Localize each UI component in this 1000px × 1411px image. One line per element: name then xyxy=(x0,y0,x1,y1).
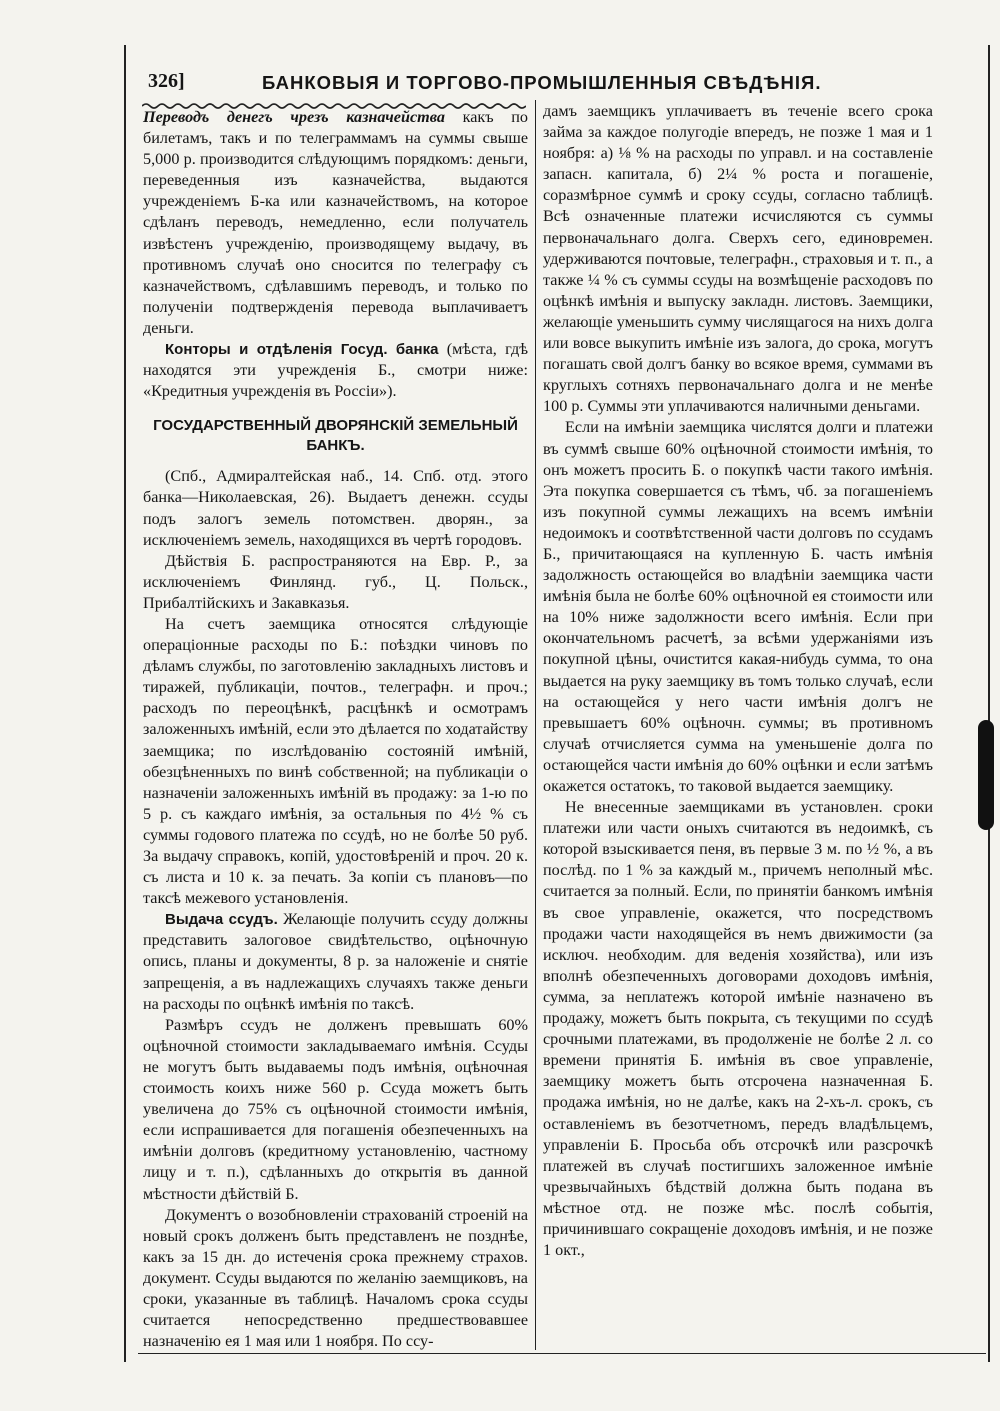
paragraph-treasury-transfer xyxy=(143,107,528,339)
paragraph-expenses: На счетъ заемщика относятся слѣдующіе операціонные расходы по Б.: поѣздки чиновъ по дѣламъ службы, по заготовленію закладныхъ листовъ и тиражей, публикаціи, почтов., телеграфн. и проч.; расходъ по переоцѣнкѣ, расцѣнкѣ и осмотрамъ заложенныхъ имѣній, если это дѣлается по ходатайству заемщика; по изслѣдованію состояній имѣній, обезцѣненныхъ по винѣ собственной; на публикаціи о назначеніи заложенныхъ имѣній въ продажу: за 1-ю по 5 р. съ каждаго имѣнія, за остальныя по 4½ % съ суммы годового платежа по ссудѣ, но не болѣе 50 руб. За выдачу справокъ, копій, удостовѣреній и проч. 20 к. съ листа и 10 к. за печать. За копіи съ плановъ—по таксѣ межевого установленія. xyxy=(143,614,528,908)
section-heading: ГОСУДАРСТВЕННЫЙ ДВОРЯНСКІЙ ЗЕМЕЛЬНЫЙ БАНКЪ. xyxy=(153,417,518,455)
paragraph-payments: дамъ заемщикъ уплачиваетъ въ теченіе всего срока займа за каждое полугодіе впередъ, не позже 1 мая и 1 ноября: а) ⅛ % на расходы по управл. и на составленіе запасн. капитала, б) 2¼ % роста и погашеніе, соразмѣрное суммѣ и сроку ссуды, согласно таблицѣ. Всѣ означенные платежи исчисляются съ суммы первоначальнаго долга. Сверхъ сего, единовремен. удерживаются почтовые, телеграфн., страховыя и т. п., а также ¼ % съ суммы ссуды на возмѣщеніе расходовъ по оцѣнкѣ имѣнія и выпуску закладн. листовъ. Заемщики, желающіе уменьшить сумму числящагося на нихъ долга или вовсе выкупить имѣніе изъ залога, до срока, могутъ погашать свой долгъ банку во всякое время, суммами въ круглыхъ сотняхъ первоначальнаго долга и не менѣе 100 р. Суммы эти уплачиваются наличными деньгами. xyxy=(543,102,933,416)
column-divider xyxy=(535,100,536,1350)
paragraph-text: какъ по билетамъ, такъ и по телеграммамъ на суммы свыше 5,000 р. производится слѣдующимъ порядкомъ: деньги, переведенныя изъ казначейства, выдаются учрежденіемъ Б-ка или казначействомъ, на которое сдѣланъ переводъ, немедленно, если получатель извѣстенъ учрежденію, производящему выдачу, въ противномъ случаѣ оно сносится по телеграфу съ казначействомъ, сдѣлавшимъ переводъ, и только по полученіи подтвержденія перевода выплачиваетъ деньги. xyxy=(143,108,529,337)
paragraph-arrears: Не внесенные заемщиками въ установлен. сроки платежи или части оныхъ считаются въ недоимкѣ, съ которой взыскивается пеня, въ первые 3 м. по ½ %, а въ послѣд. по 1 % за каждый м., причемъ неполный мѣс. считается за полный. Если, по принятіи банкомъ имѣнія въ свое управленіе, окажется, что посредствомъ продажи части находящейся въ немъ движимости (за исключ. необходим. для веденія хозяйства), или изъ вполнѣ обезпеченныхъ договорами доходовъ имѣнія, сумма, за неплатежъ которой имѣніе назначено въ продажу, можетъ быть покрыта, съ текущими по ссудѣ срочными платежами, въ продолженіе не болѣе 2 л. со времени принятія Б. имѣнія въ свое управленіе, заемщику можетъ быть отсрочена назначенная Б. продажа имѣнія, но не далѣе, какъ на 2-хъ-л. срокъ, съ оставленіемъ въ безотчетномъ, передъ владѣльцемъ, управленіи Б. Просьба объ отсрочкѣ или разсрочкѣ платежей въ случаѣ постигшихъ заложенное имѣніе чрезвычайныхъ бѣдствій должна быть подана въ мѣстное отд. не позже мѣс. послѣ событія, причинившаго сокращеніе доходовъ имѣнія, и не позже 1 окт., xyxy=(543,798,933,1260)
paragraph-scope: Дѣйствія Б. распространяются на Евр. Р., за исключеніемъ Финлянд. губ., Ц. Польск., Прибалтійскихъ и Закавказья. xyxy=(143,551,528,612)
scan-edge-mark xyxy=(978,720,994,830)
page-header xyxy=(138,64,978,100)
paragraph-purchase: Если на имѣніи заемщика числятся долги и платежи въ суммѣ свыше 60% оцѣночной стоимости имѣнія, то онъ можетъ просить Б. о покупкѣ части такого имѣнія. Эта покупка совершается съ тѣмъ, чб. за погашеніемъ изъ покупной суммы лежащихъ на всемъ имѣніи недоимокъ и соотвѣтственной части долговъ по ссудамъ Б., причитающаяся на купленную Б. часть имѣнія задолжность остающейся во владѣніи заемщика части имѣнія была не болѣе 60% оцѣночной ея стоимости или на 10% ниже задолжности всего имѣнія. Если при окончательномъ расчетѣ, за всѣми удержаніями изъ покупной цѣны, очистится какая-нибудь сумма, то она выдается на руку заемщику въ томъ только случаѣ, если на остающейся у него части имѣнія долгъ не превышаетъ 60% оцѣночн. суммы; въ противномъ случаѣ отчисляется сумма на уменьшеніе долга по остающейся части имѣнія до 60% оцѣнки и если затѣмъ окажется остатокъ, то таковой выдается заемщику. xyxy=(543,418,933,795)
running-title: БАНКОВЫЯ И ТОРГОВО-ПРОМЫШЛЕННЫЯ СВѢДѢНІЯ. xyxy=(262,72,822,93)
paragraph-address: (Спб., Адмиралтейская наб., 14. Спб. отд. этого банка—Николаевская, 26). Выдаетъ денежн. ссуды подъ залогъ земель потомствен. дворян., за исключеніемъ земель, находящихся въ чертѣ городовъ. xyxy=(143,467,528,549)
paragraph-loan-issue xyxy=(143,909,528,1014)
bottom-rule xyxy=(138,1353,986,1354)
paragraph-lead: Выдача ссудъ. xyxy=(165,911,278,929)
paragraph-insurance: Документъ о возобновленіи страхованій строеній на новый срокъ долженъ быть представленъ не позднѣе, какъ за 15 дн. до истеченія срока прежнему страхов. документ. Ссуды выдаются по желанію заемщиковъ, на сроки, указанные въ таблицѣ. Началомъ срока ссуды считается непосредственно предшествовавшее назначенію ея 1 мая или 1 ноября. По ссу- xyxy=(143,1205,528,1351)
paragraph-text: (мѣста, гдѣ находятся эти учрежденія Б., смотри ниже: «Кредитныя учрежденія въ Россіи»). xyxy=(143,340,528,401)
paragraph-lead: Переводъ денегъ чрезъ казначейства xyxy=(143,108,445,126)
left-column xyxy=(143,107,528,1352)
paragraph-text: Желающіе получить ссуду должны представить залоговое свидѣтельство, оцѣночную опись, планы и документы, 8 р. за наложеніе и снятіе запрещенія, а въ надлежащихъ случаяхъ также деньги на расходы по оцѣнкѣ имѣнія по таксѣ. xyxy=(143,910,528,1013)
paragraph-lead: Конторы и отдѣленія Госуд. банка xyxy=(165,341,439,359)
page-number: 326] xyxy=(148,70,185,92)
right-column xyxy=(543,101,933,1261)
paragraph-offices xyxy=(143,339,528,402)
paragraph-loan-size: Размѣръ ссудъ не долженъ превышать 60% оцѣночной стоимости закладываемаго имѣнія. Ссуды не могутъ быть выдаваемы подъ имѣнія, оцѣночная стоимость коихъ ниже 560 р. Ссуда можетъ быть увеличена до 75% съ оцѣночной стоимости имѣнія, если испрашивается для погашенія обезпеченныхъ на имѣніи долговъ (кредитному установленію, частному лицу и т. п.), сдѣланныхъ до открытія въ данной мѣстности дѣйствій Б. xyxy=(143,1015,528,1203)
